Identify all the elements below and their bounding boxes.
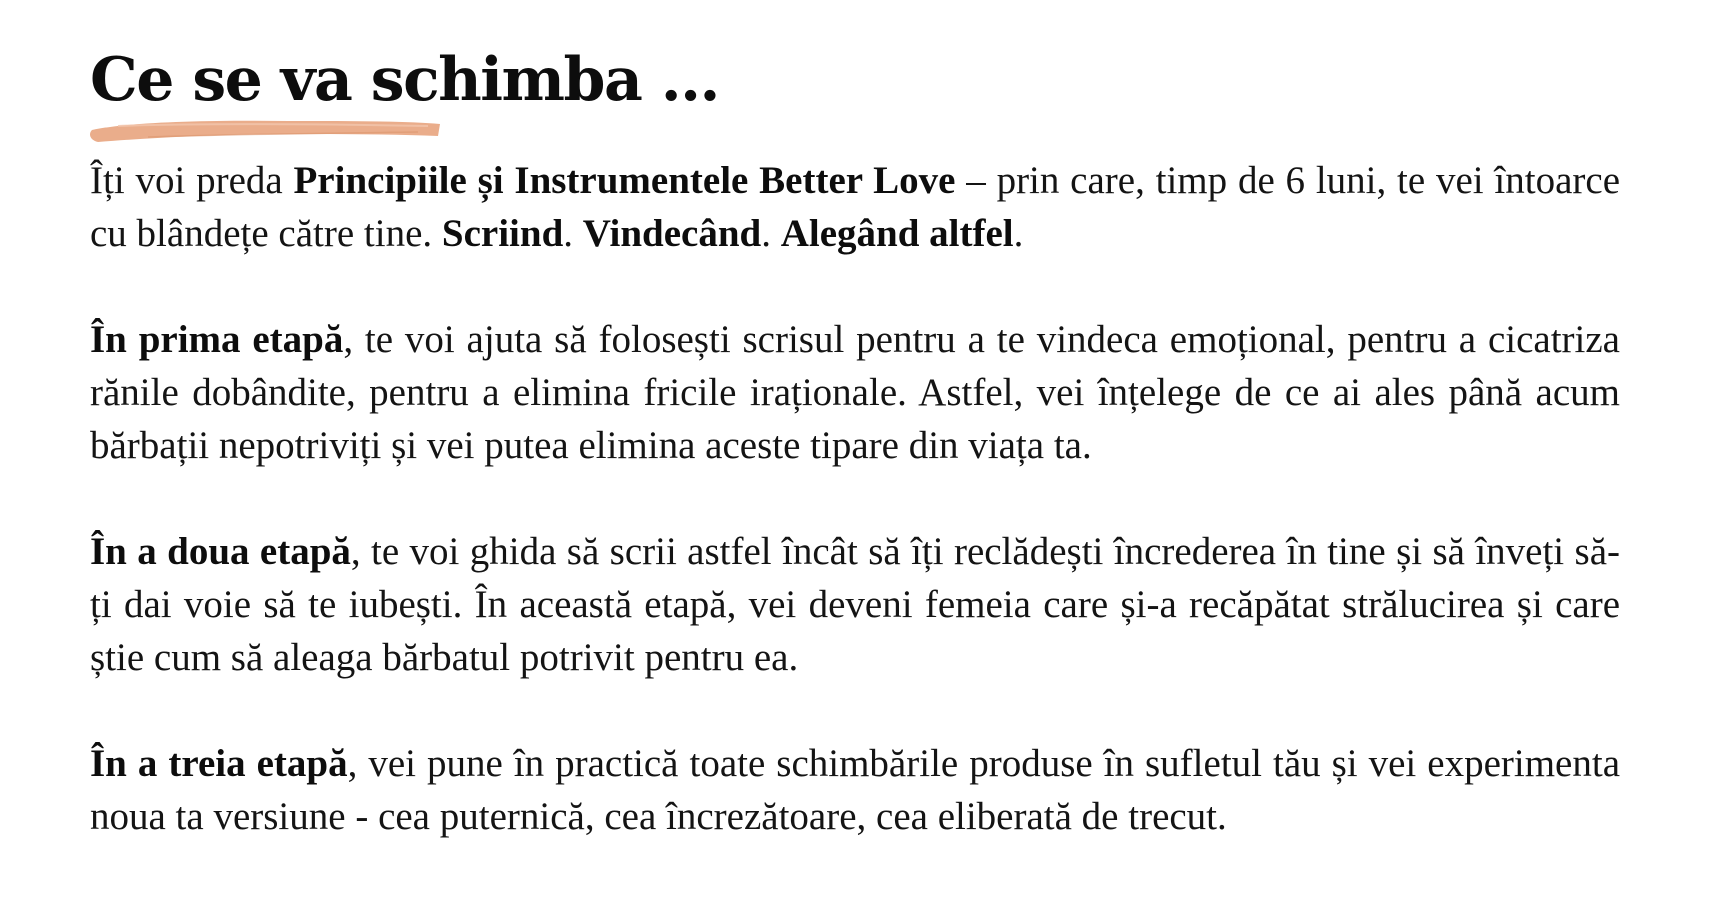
stage2-text: , te voi ghida să scrii astfel încât să îți reclădești încrederea în tine și să înveți să-ți dai voie să te iubești. În această etapă, vei deveni femeia care și-a recăpătat strălucirea și care știe cum să aleaga bărbatul potrivit pentru ea. [90,530,1621,679]
intro-text-4: . [761,212,781,255]
stage3-heading: În a treia etapă [90,742,348,785]
stage2-heading: În a doua etapă [90,530,351,573]
intro-text-5: . [1013,212,1024,255]
intro-text-3: . [563,212,583,255]
intro-text-2: – prin care, timp de 6 luni, te vei întoarce cu blândețe către tine. [90,159,1621,255]
intro-bold-4: Alegând altfel [780,212,1014,255]
document-page [90,40,1620,896]
intro-bold-1: Principiile și Instrumentele Better Love [293,159,956,202]
intro-text-1: Îți voi preda [90,159,294,202]
body-text [90,154,1620,843]
stage2-paragraph [90,525,1620,684]
stage1-heading: În prima etapă [90,318,344,361]
page-title: Ce se va schimba ... [90,45,719,115]
stage1-paragraph [90,313,1620,472]
stage3-paragraph [90,737,1620,843]
intro-paragraph [90,154,1620,260]
intro-bold-3: Vindecând [582,212,762,255]
intro-bold-2: Scriind [441,212,564,255]
stage3-text: , vei pune în practică toate schimbările produse în sufletul tău și vei experimenta noua ta versiune - cea puternică, cea încrezătoare, cea eliberată de trecut. [90,742,1620,838]
stage1-text: , te voi ajuta să folosești scrisul pentru a te vindeca emoțional, pentru a cicatriza rănile dobândite, pentru a elimina fricile iraționale. Astfel, vei înțelege de ce ai ales până acum bărbații nepotriviți și vei putea elimina aceste tipare din viața ta. [90,318,1620,467]
heading-block [90,40,719,120]
